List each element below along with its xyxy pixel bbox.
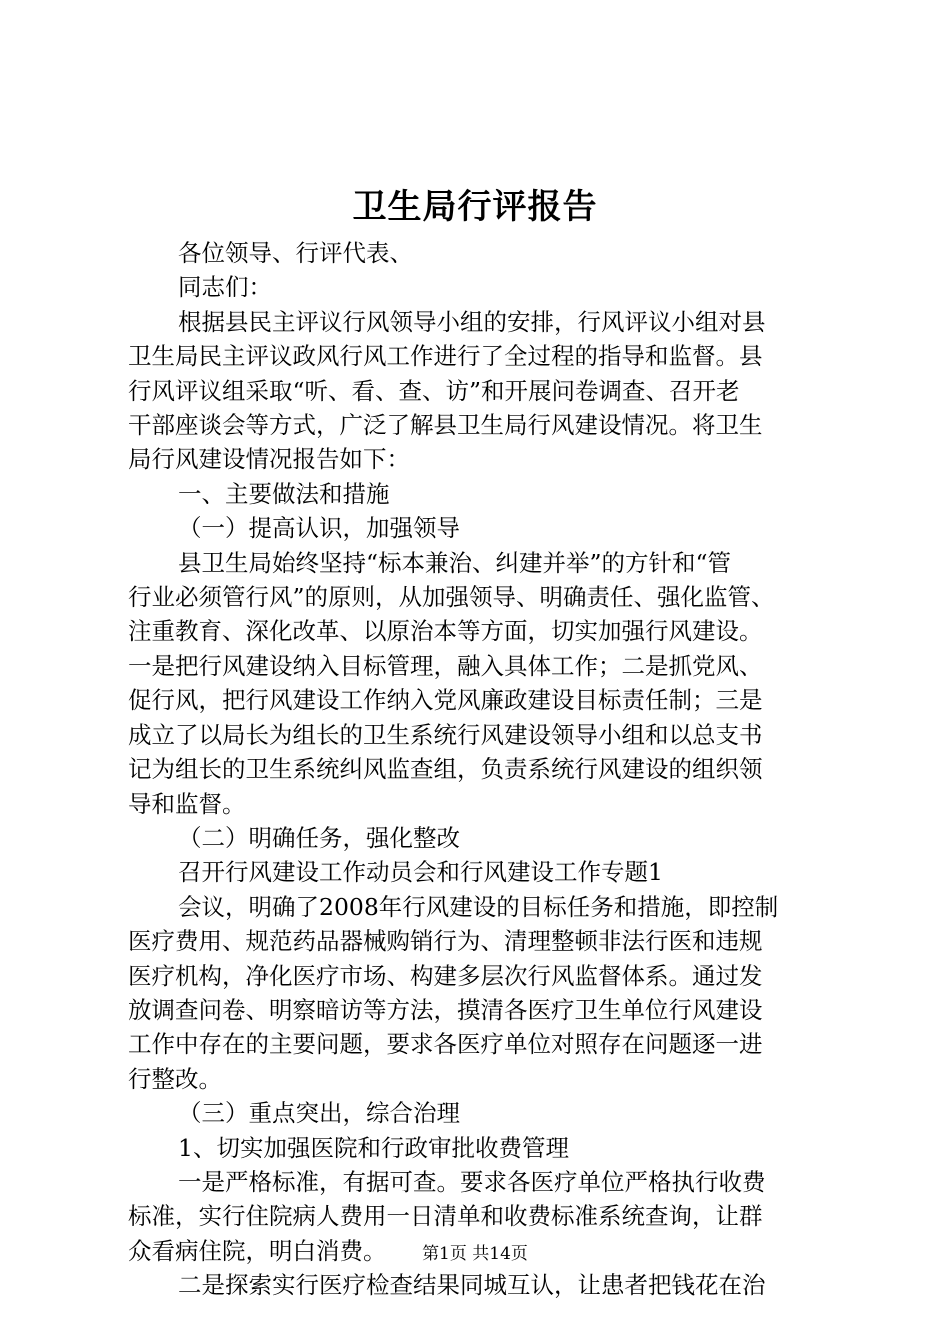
paragraph-line: 一是把行风建设纳入目标管理，融入具体工作；二是抓党风、 — [128, 651, 763, 680]
paragraph-line: 标准，实行住院病人费用一日清单和收费标准系统查询，让群 — [128, 1202, 763, 1231]
paragraph-line: 根据县民主评议行风领导小组的安排，行风评议小组对县 — [178, 307, 766, 336]
paragraph-line: 医疗机构，净化医疗市场、构建多层次行风监督体系。通过发 — [128, 961, 763, 990]
paragraph-line: 1、切实加强医院和行政审批收费管理 — [178, 1133, 569, 1162]
paragraph-line: 导和监督。 — [128, 789, 246, 818]
paragraph-line: 卫生局民主评议政风行风工作进行了全过程的指导和监督。县 — [128, 342, 763, 371]
paragraph-line: 县卫生局始终坚持“标本兼治、纠建并举”的方针和“管 — [178, 548, 732, 577]
paragraph-line: （三）重点突出，综合治理 — [178, 1099, 460, 1128]
paragraph-line: 行风评议组采取“听、看、查、访”和开展问卷调查、召开老 — [128, 376, 740, 405]
paragraph-line: 放调查问卷、明察暗访等方法，摸清各医疗卫生单位行风建设 — [128, 995, 763, 1024]
paragraph-line: 各位领导、行评代表、 — [178, 239, 413, 267]
paragraph-line: 促行风，把行风建设工作纳入党风廉政建设目标责任制；三是 — [128, 686, 763, 715]
paragraph-line: 成立了以局长为组长的卫生系统行风建设领导小组和以总支书 — [128, 720, 763, 749]
paragraph-line: 注重教育、深化改革、以原治本等方面，切实加强行风建设。 — [128, 617, 763, 646]
paragraph-line: 行整改。 — [128, 1064, 222, 1093]
paragraph-line: 二是探索实行医疗检查结果同城互认，让患者把钱花在治 — [178, 1271, 766, 1300]
document-title: 卫生局行评报告 — [352, 187, 598, 227]
paragraph-line: （二）明确任务，强化整改 — [178, 823, 460, 852]
paragraph-line: 记为组长的卫生系统纠风监查组，负责系统行风建设的组织领 — [128, 755, 763, 784]
paragraph-line: 干部座谈会等方式，广泛了解县卫生局行风建设情况。将卫生 — [128, 411, 763, 440]
paragraph-line: 召开行风建设工作动员会和行风建设工作专题1 — [178, 858, 663, 887]
paragraph-line: 行业必须管行风”的原则，从加强领导、明确责任、强化监管、 — [128, 583, 775, 612]
document-body — [128, 236, 840, 1303]
paragraph-line: 医疗费用、规范药品器械购销行为、清理整顿非法行医和违规 — [128, 927, 763, 956]
paragraph-line: 局行风建设情况报告如下： — [128, 445, 410, 474]
paragraph-line: 众看病住院，明白消费。 — [128, 1236, 387, 1265]
paragraph-line: 一是严格标准，有据可查。要求各医疗单位严格执行收费 — [178, 1167, 766, 1196]
paragraph-line: 一、主要做法和措施 — [178, 479, 390, 508]
paragraph-line: 工作中存在的主要问题，要求各医疗单位对照存在问题逐一进 — [128, 1030, 763, 1059]
paragraph-line: （一）提高认识，加强领导 — [178, 514, 460, 543]
paragraph-line: 同志们： — [178, 273, 272, 302]
paragraph-line: 会议，明确了2008年行风建设的目标任务和措施，即控制 — [178, 892, 779, 921]
page-footer: 第1页 共14页 — [422, 1244, 528, 1264]
